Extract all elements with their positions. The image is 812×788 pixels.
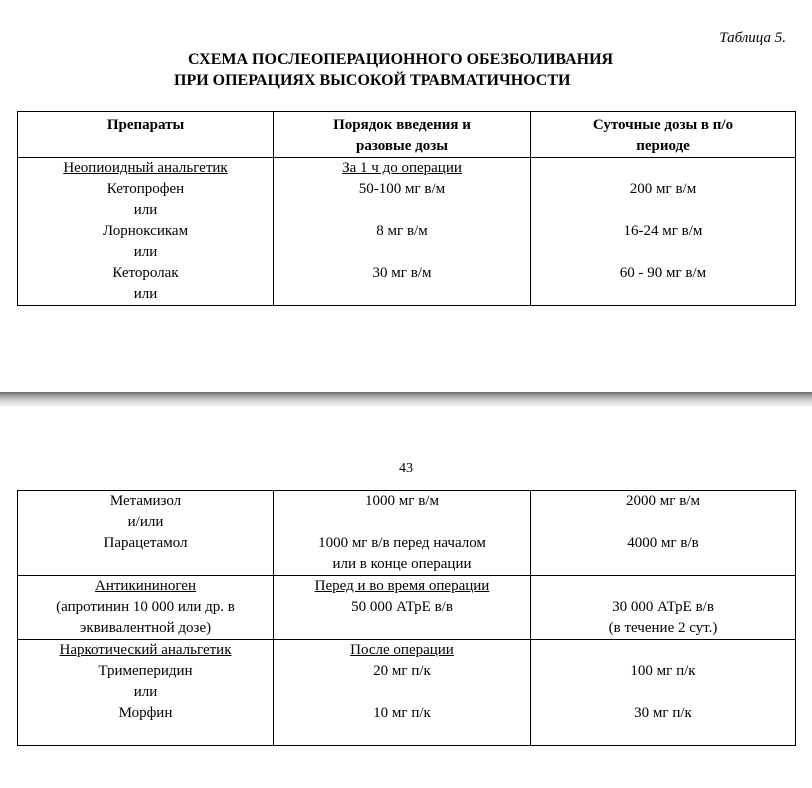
administration-timing: Перед и во время операции <box>314 578 490 594</box>
drug-group-name: Наркотический анальгетик <box>59 642 232 658</box>
single-dose <box>274 242 530 263</box>
cell-drugs <box>18 491 274 576</box>
drug-separator: и/или <box>127 514 164 530</box>
single-dose: 30 мг в/м <box>372 265 432 281</box>
header-daily-doses-line-2: периоде <box>636 138 690 154</box>
drug-name <box>18 554 273 575</box>
administration-timing: После операции <box>350 642 454 658</box>
single-dose <box>274 682 530 703</box>
daily-dose: 200 мг в/м <box>629 181 697 197</box>
cell-daily-doses <box>531 158 796 306</box>
drug-group-name: Антикининоген <box>95 578 196 594</box>
cell-administration <box>274 158 531 306</box>
daily-dose: 2000 мг в/м <box>626 493 700 509</box>
drug-name: Парацетамол <box>103 535 188 551</box>
daily-dose <box>531 554 795 575</box>
single-dose: 50-100 мг в/м <box>358 181 446 197</box>
cell-drugs <box>18 158 274 306</box>
administration-timing: За 1 ч до операции <box>342 160 462 176</box>
single-dose: 8 мг в/м <box>376 223 428 239</box>
page-separator <box>0 392 812 406</box>
cell-drugs <box>18 576 274 640</box>
drug-name: Кеторолак <box>112 265 179 281</box>
daily-dose: 60 - 90 мг в/м <box>619 265 707 281</box>
cell-daily-doses <box>531 576 796 640</box>
cell-drugs <box>18 640 274 746</box>
daily-dose <box>531 200 795 221</box>
daily-dose <box>531 158 795 179</box>
drug-name: Лорноксикам <box>102 223 189 239</box>
table-row-opioid <box>18 640 796 746</box>
single-dose: 10 мг п/к <box>373 705 431 721</box>
daily-dose <box>531 242 795 263</box>
daily-dose <box>531 682 795 703</box>
table-title-line-2: ПРИ ОПЕРАЦИЯХ ВЫСОКОЙ ТРАВМАТИЧНОСТИ <box>174 72 571 89</box>
daily-dose: 16-24 мг в/м <box>623 223 703 239</box>
table-row-antikininogen <box>18 576 796 640</box>
single-dose: 1000 мг в/в перед началом <box>318 535 486 551</box>
drug-separator: или <box>133 684 158 700</box>
table-title-line-1: СХЕМА ПОСЛЕОПЕРАЦИОННОГО ОБЕЗБОЛИВАНИЯ <box>188 51 614 68</box>
daily-dose: 30 мг п/к <box>634 705 692 721</box>
daily-dose <box>531 284 795 305</box>
cell-administration <box>274 640 531 746</box>
daily-dose: 30 000 АТрЕ в/в <box>612 599 714 615</box>
drug-group-name: Неопиоидный анальгетик <box>63 160 228 176</box>
header-daily-doses <box>531 112 796 158</box>
cell-administration <box>274 576 531 640</box>
table-row-metamizol <box>18 491 796 576</box>
analgesia-table-part-2 <box>17 490 796 746</box>
table-label: Таблица 5. <box>719 30 786 46</box>
cell-daily-doses <box>531 640 796 746</box>
page-number: 43 <box>399 461 413 476</box>
daily-dose <box>531 512 795 533</box>
cell-administration <box>274 491 531 576</box>
drug-note: (апротинин 10 000 или др. в <box>56 599 235 615</box>
header-administration <box>274 112 531 158</box>
drug-separator: или <box>133 286 158 302</box>
single-dose <box>274 618 530 639</box>
daily-dose <box>531 640 795 661</box>
single-dose: 50 000 АТрЕ в/в <box>351 599 453 615</box>
single-dose: или в конце операции <box>332 556 472 572</box>
daily-dose <box>531 576 795 597</box>
single-dose: 20 мг п/к <box>373 663 431 679</box>
cell-daily-doses <box>531 491 796 576</box>
single-dose <box>274 200 530 221</box>
daily-dose: 100 мг п/к <box>630 663 696 679</box>
drug-name: Морфин <box>118 705 173 721</box>
table-row-nonopioid <box>18 158 796 306</box>
header-administration-line-1: Порядок введения и <box>333 117 471 133</box>
document-page-bottom <box>0 406 812 788</box>
drug-name <box>18 724 273 745</box>
analgesia-table-part-1 <box>17 111 796 306</box>
daily-dose-note: (в течение 2 сут.) <box>608 620 718 636</box>
drug-name: Тримеперидин <box>98 663 193 679</box>
daily-dose <box>531 724 795 745</box>
single-dose: 1000 мг в/м <box>365 493 439 509</box>
drug-note: эквивалентной дозе) <box>79 620 212 636</box>
drug-name: Кетопрофен <box>106 181 185 197</box>
table-header-row <box>18 112 796 158</box>
header-daily-doses-line-1: Суточные дозы в п/о <box>592 117 734 133</box>
drug-separator: или <box>133 202 158 218</box>
drug-name: Метамизол <box>109 493 182 509</box>
header-administration-line-2: разовые дозы <box>356 138 448 154</box>
daily-dose: 4000 мг в/в <box>627 535 699 551</box>
single-dose <box>274 284 530 305</box>
header-drugs <box>18 112 274 158</box>
single-dose <box>274 512 530 533</box>
drug-separator: или <box>133 244 158 260</box>
header-drugs-label: Препараты <box>106 117 185 133</box>
single-dose <box>274 724 530 745</box>
document-page-top <box>0 0 812 392</box>
